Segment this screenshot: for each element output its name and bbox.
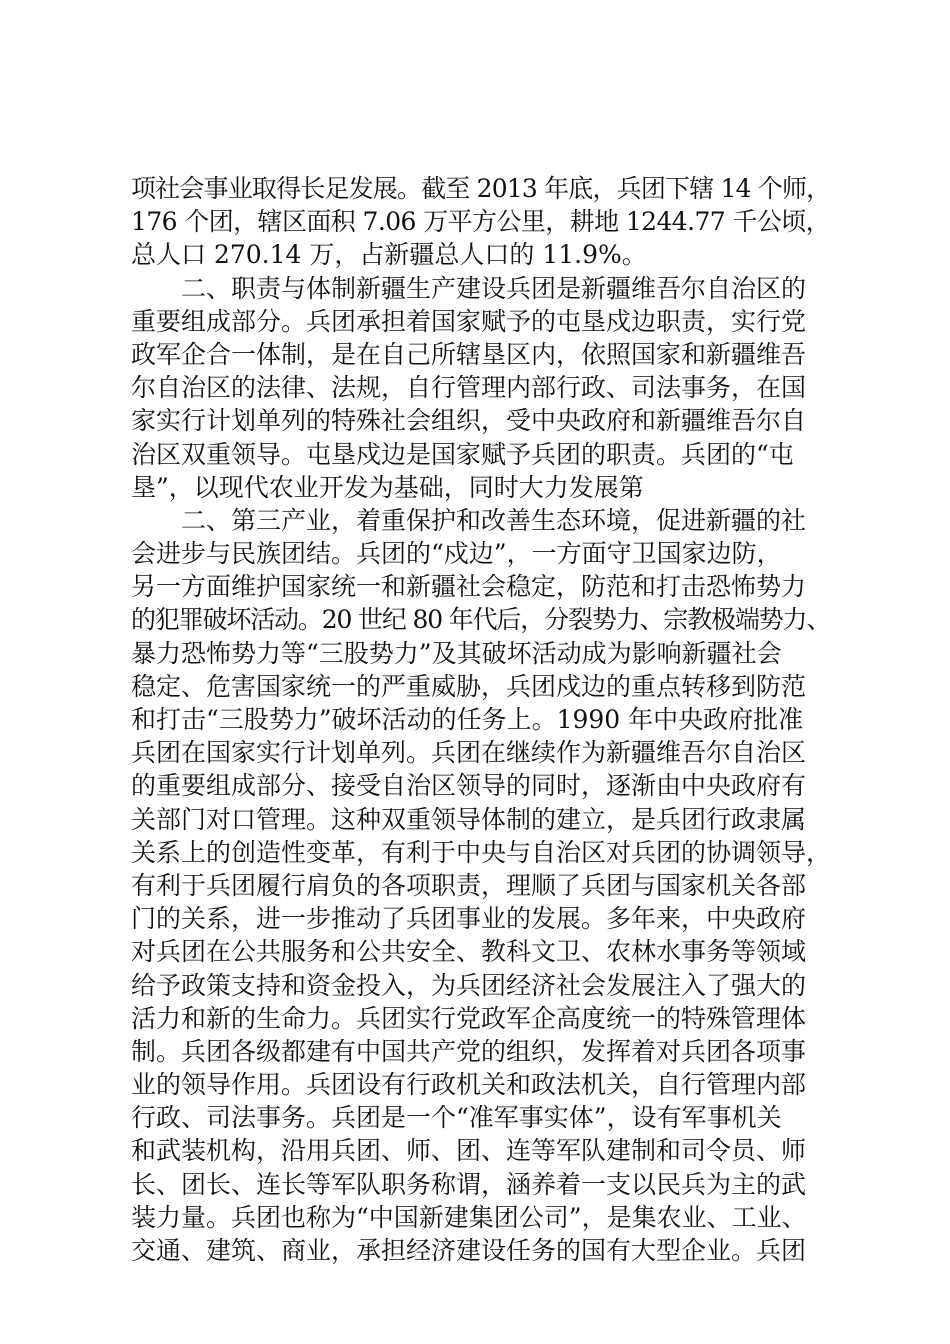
body-text [131, 172, 831, 1267]
text-line: 给予政策支持和资金投入，为兵团经济社会发展注入了强大的 [131, 970, 807, 1000]
text-line: 会进步与民族团结。兵团的“戍边”，一方面守卫国家边防， [131, 539, 782, 569]
text-line: 治区双重领导。屯垦戍边是国家赋予兵团的职责。兵团的“屯 [131, 439, 794, 469]
text-line: 176 个团，辖区面积 7.06 万平方公里，耕地 1244.77 千公顷， [131, 207, 831, 237]
text-line: 长、团长、连长等军队职务称谓，涵养着一支以民兵为主的武 [131, 1169, 807, 1199]
text-line: 和打击“三股势力”破坏活动的任务上。1990 年中央政府批准 [131, 705, 804, 734]
text-line: 尔自治区的法律、法规，自行管理内部行政、司法事务，在国 [131, 373, 807, 403]
text-line: 行政、司法事务。兵团是一个“准军事实体”，设有军事机关 [131, 1103, 782, 1133]
text-line: 对兵团在公共服务和公共安全、教科文卫、农林水事务等领域 [131, 937, 807, 967]
text-line: 政军企合一体制，是在自己所辖垦区内，依照国家和新疆维吾 [131, 339, 807, 369]
text-line: 总人口 270.14 万，占新疆总人口的 11.9%。 [131, 240, 647, 270]
text-line: 另一方面维护国家统一和新疆社会稳定，防范和打击恐怖势力 [131, 572, 807, 602]
text-line: 垦”，以现代农业开发为基础，同时大力发展第 [131, 472, 644, 502]
text-line: 制。兵团各级都建有中国共产党的组织，发挥着对兵团各项事 [131, 1036, 807, 1066]
text-line: 重要组成部分。兵团承担着国家赋予的屯垦戍边职责，实行党 [131, 306, 807, 336]
text-line: 业的领导作用。兵团设有行政机关和政法机关，自行管理内部 [131, 1070, 807, 1100]
paragraph-first-line: 二、职责与体制新疆生产建设兵团是新疆维吾尔自治区的 [181, 273, 807, 303]
text-line: 装力量。兵团也称为“中国新建集团公司”，是集农业、工业、 [131, 1202, 807, 1232]
text-line: 门的关系，进一步推动了兵团事业的发展。多年来，中央政府 [131, 904, 807, 934]
text-line: 家实行计划单列的特殊社会组织，受中央政府和新疆维吾尔自 [131, 406, 807, 436]
paragraph-first-line: 二、第三产业，着重保护和改善生态环境，促进新疆的社 [181, 505, 807, 535]
text-line: 的犯罪破坏活动。20 世纪 80 年代后，分裂势力、宗教极端势力、 [131, 605, 831, 635]
text-line: 关系上的创造性变革，有利于中央与自治区对兵团的协调领导， [131, 837, 832, 867]
text-line: 的重要组成部分、接受自治区领导的同时，逐渐由中央政府有 [131, 771, 807, 801]
text-line: 和武装机构，沿用兵团、师、团、连等军队建制和司令员、师 [131, 1136, 807, 1166]
text-line: 暴力恐怖势力等“三股势力”及其破坏活动成为影响新疆社会 [131, 638, 782, 668]
text-line: 活力和新的生命力。兵团实行党政军企高度统一的特殊管理体 [131, 1003, 807, 1033]
text-line: 交通、建筑、商业，承担经济建设任务的国有大型企业。兵团 [131, 1236, 807, 1265]
text-line: 关部门对口管理。这种双重领导体制的建立，是兵团行政隶属 [131, 804, 807, 834]
text-line: 有利于兵团履行肩负的各项职责，理顺了兵团与国家机关各部 [131, 870, 807, 900]
text-line: 稳定、危害国家统一的严重威胁，兵团戍边的重点转移到防范 [131, 671, 807, 701]
text-line: 项社会事业取得长足发展。截至 2013 年底，兵团下辖 14 个师， [131, 174, 831, 203]
text-line: 兵团在国家实行计划单列。兵团在继续作为新疆维吾尔自治区 [131, 738, 807, 768]
